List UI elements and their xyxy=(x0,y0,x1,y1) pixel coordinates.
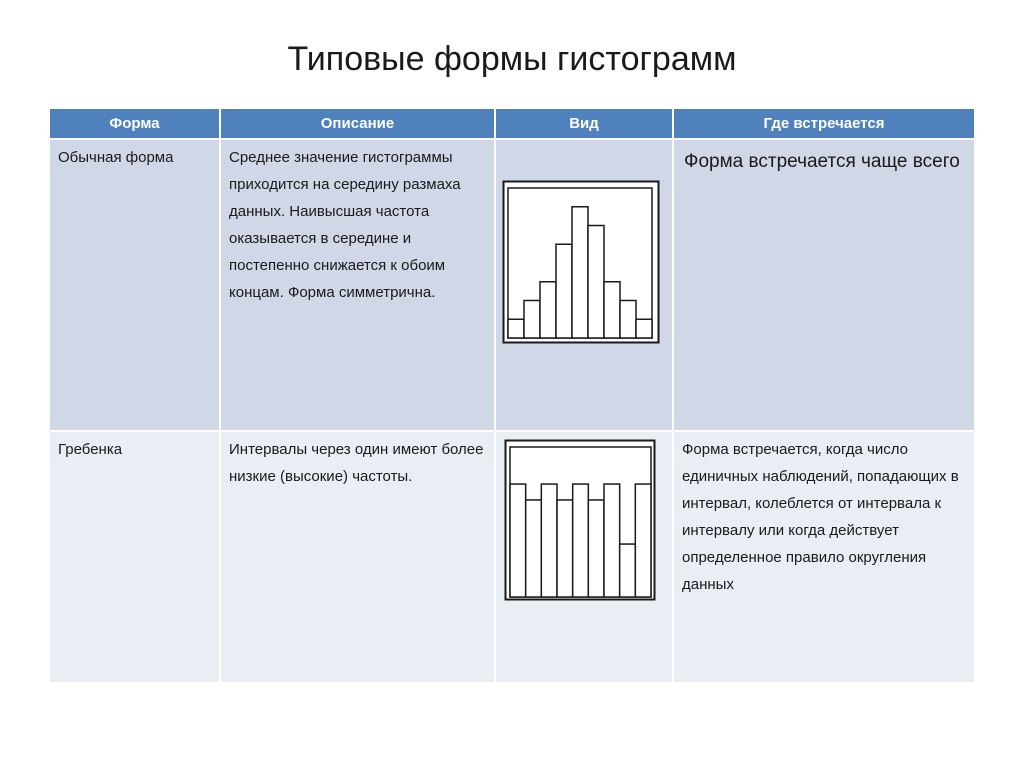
header-description: Описание xyxy=(220,109,495,139)
histogram-bar xyxy=(557,500,573,597)
comb-histogram-chart xyxy=(504,439,656,601)
cell-where xyxy=(673,431,974,682)
histogram-bar xyxy=(526,500,542,597)
histogram-bar xyxy=(620,544,636,597)
histogram-bar xyxy=(510,484,526,597)
histogram-bar xyxy=(556,244,572,338)
cell-form xyxy=(50,431,220,682)
histogram-bar xyxy=(635,484,651,597)
cell-description xyxy=(220,139,495,431)
histogram-bar xyxy=(541,484,557,597)
description-normal: Среднее значение гистограммы приходится на середину размаха данных. Наивысшая частота оказывается в середине и постепенно снижается к обоим концам. Форма симметрична. xyxy=(229,149,461,301)
header-form: Форма xyxy=(50,109,220,139)
histogram-bar xyxy=(540,282,556,338)
cell-form xyxy=(50,139,220,431)
table-row-comb xyxy=(50,431,974,682)
header-view: Вид xyxy=(495,109,673,139)
cell-description xyxy=(220,431,495,682)
histogram-bar xyxy=(524,301,540,339)
header-where: Где встречается xyxy=(673,109,974,139)
where-comb: Форма встречается, когда число единичных наблюдений, попадающих в интервал, колеблется от интервала к интервалу или когда действует определенное правило округления данных xyxy=(682,441,959,593)
histogram-bar xyxy=(588,500,604,597)
histogram-forms-table xyxy=(50,109,974,682)
where-normal: Форма встречается чаще всего xyxy=(684,151,960,172)
form-name-comb: Гребенка xyxy=(58,441,123,458)
histogram-bar xyxy=(508,319,524,338)
slide-title: Типовые формы гистограмм xyxy=(287,40,737,78)
histogram-bar xyxy=(588,226,604,339)
description-comb: Интервалы через один имеют более низкие (высокие) частоты. xyxy=(229,441,484,485)
histogram-bar xyxy=(572,207,588,338)
table-row-normal xyxy=(50,139,974,431)
cell-view xyxy=(495,431,673,682)
histogram-bar xyxy=(573,484,589,597)
table-header-row xyxy=(50,109,974,139)
histogram-bar xyxy=(620,301,636,339)
histogram-bar xyxy=(636,319,652,338)
cell-view xyxy=(495,139,673,431)
histogram-bar xyxy=(604,282,620,338)
histogram-bar xyxy=(604,484,620,597)
form-name-normal: Обычная форма xyxy=(58,149,174,166)
normal-histogram-chart xyxy=(502,180,660,344)
cell-where xyxy=(673,139,974,431)
